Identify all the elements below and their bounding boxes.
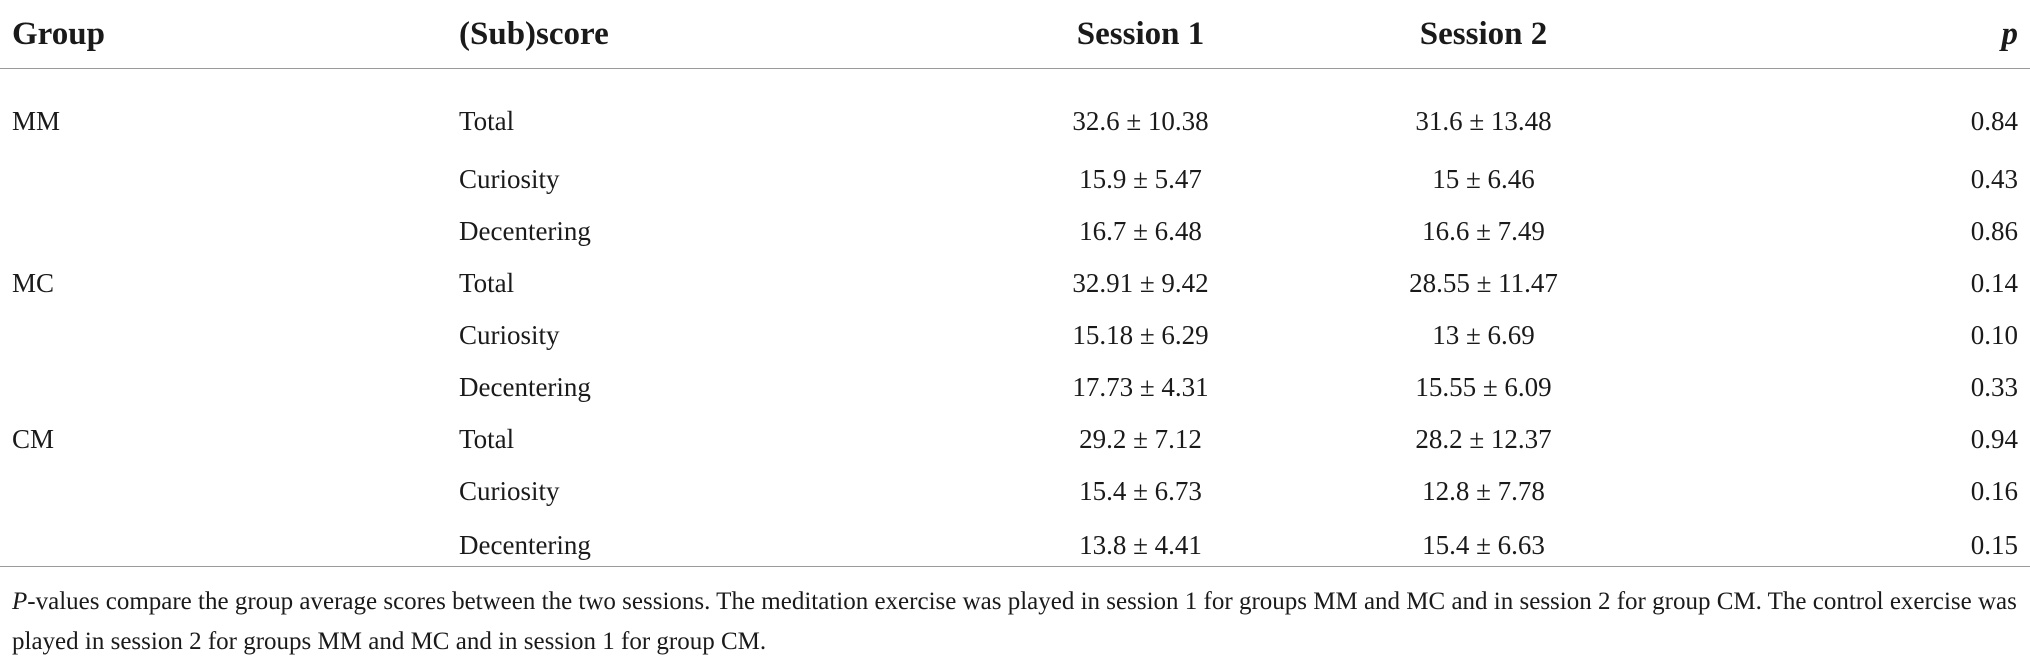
cell-session1	[879, 413, 1206, 465]
header-session2	[1206, 0, 1881, 69]
cell-p-value: 0.84	[1970, 105, 2018, 136]
table-row	[0, 153, 2030, 205]
cell-group	[0, 517, 459, 573]
cell-group	[0, 153, 459, 205]
cell-p-value: 0.33	[1970, 371, 2018, 402]
table-body	[0, 69, 2030, 574]
cell-session2	[1206, 465, 1881, 517]
table-row	[0, 257, 2030, 309]
cell-session1-value: 32.91 ± 9.42	[1072, 267, 1209, 298]
cell-session1-value: 15.18 ± 6.29	[1072, 319, 1209, 350]
cell-group: MC	[12, 267, 55, 298]
table-footnote	[12, 582, 2018, 662]
cell-session1-value: 16.7 ± 6.48	[1079, 215, 1202, 246]
cell-session1-value: 29.2 ± 7.12	[1079, 423, 1202, 454]
cell-session1	[879, 153, 1206, 205]
cell-group	[0, 309, 459, 361]
cell-p-value: 0.16	[1970, 475, 2018, 506]
cell-session1-value: 15.9 ± 5.47	[1079, 163, 1202, 194]
cell-session2	[1206, 69, 1881, 154]
cell-session1-value: 13.8 ± 4.41	[1079, 529, 1202, 560]
cell-session2-value: 15 ± 6.46	[1432, 163, 1535, 194]
header-row	[0, 0, 2030, 69]
table-row	[0, 465, 2030, 517]
cell-group	[0, 205, 459, 257]
cell-session1-value: 32.6 ± 10.38	[1072, 105, 1209, 136]
cell-session1-value: 15.4 ± 6.73	[1079, 475, 1202, 506]
cell-session2-value: 31.6 ± 13.48	[1415, 105, 1552, 136]
cell-subscore: Total	[459, 267, 515, 298]
cell-subscore: Decentering	[459, 529, 591, 560]
table-row	[0, 517, 2030, 573]
cell-p-value: 0.94	[1970, 423, 2018, 454]
cell-subscore: Decentering	[459, 215, 591, 246]
cell-session2	[1206, 153, 1881, 205]
cell-group: MM	[12, 105, 61, 136]
cell-subscore: Curiosity	[459, 475, 560, 506]
cell-subscore: Curiosity	[459, 319, 560, 350]
cell-session1	[879, 69, 1209, 154]
cell-p-value: 0.43	[1970, 163, 2018, 194]
cell-subscore: Decentering	[459, 371, 591, 402]
cell-group	[0, 361, 459, 413]
cell-session2-value: 15.4 ± 6.63	[1422, 529, 1545, 560]
cell-session1	[879, 361, 1209, 413]
footnote-italic-p: P	[12, 588, 28, 615]
table-row	[0, 205, 2030, 257]
cell-session2-value: 12.8 ± 7.78	[1422, 475, 1545, 506]
footnote-divider	[0, 566, 2030, 567]
cell-p-value: 0.15	[1970, 529, 2018, 560]
cell-session2-value: 28.55 ± 11.47	[1409, 267, 1558, 298]
table-row	[0, 309, 2030, 361]
cell-session2	[1206, 517, 1881, 573]
cell-p-value: 0.10	[1970, 319, 2018, 350]
cell-group: CM	[12, 423, 55, 454]
cell-session2-value: 28.2 ± 12.37	[1415, 423, 1552, 454]
cell-p-value: 0.86	[1970, 215, 2018, 246]
cell-session1	[879, 309, 1209, 361]
table-header	[0, 0, 2030, 69]
cell-session1	[879, 465, 1206, 517]
header-p: p	[1881, 0, 2030, 69]
cell-session1-value: 17.73 ± 4.31	[1072, 371, 1209, 402]
cell-subscore: Total	[459, 423, 515, 454]
cell-session2	[1206, 361, 1881, 413]
cell-session2-value: 13 ± 6.69	[1432, 319, 1535, 350]
table-row	[0, 361, 2030, 413]
cell-session1	[879, 517, 1206, 573]
cell-subscore: Curiosity	[459, 163, 560, 194]
cell-session2-value: 16.6 ± 7.49	[1422, 215, 1545, 246]
cell-subscore: Total	[459, 105, 515, 136]
header-subscore: (Sub)score	[459, 0, 879, 69]
cell-session2-value: 15.55 ± 6.09	[1415, 371, 1552, 402]
footnote-text: -values compare the group average scores between the two sessions. The meditation exercise was played in session 1 for groups MM and MC and in session 2 for group CM. The control exercise was played in session 2 for groups MM and MC and in session 1 for group CM.	[12, 588, 2017, 655]
cell-session2	[1206, 205, 1881, 257]
header-group: Group	[0, 0, 459, 69]
cell-p-value: 0.14	[1970, 267, 2018, 298]
header-session1	[879, 0, 1206, 69]
header-session1-label: Session 1	[1076, 15, 1205, 52]
cell-session2	[1206, 413, 1881, 465]
cell-session2	[1206, 309, 1881, 361]
cell-session1	[879, 257, 1209, 309]
cell-session2	[1206, 257, 1881, 309]
table-row	[0, 413, 2030, 465]
table-row	[0, 69, 2030, 154]
cell-session1	[879, 205, 1206, 257]
header-session2-label: Session 2	[1419, 15, 1548, 52]
cell-group	[0, 465, 459, 517]
